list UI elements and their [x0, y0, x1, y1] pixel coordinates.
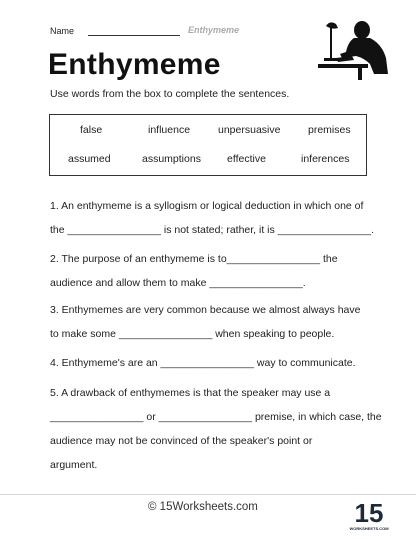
question-line: 3. Enthymemes are very common because we almost always have: [50, 304, 361, 316]
15worksheets-logo-icon: [349, 498, 389, 532]
footer-divider: [0, 494, 416, 495]
question-line: ________________ or ________________ premise, in which case, the: [50, 411, 382, 423]
question-line: the ________________ is not stated; rather, it is ________________.: [50, 224, 375, 236]
question-line: 2. The purpose of an enthymeme is to________________ the: [50, 253, 338, 265]
question-5[interactable]: [50, 381, 382, 477]
worksheet-title: Enthymeme: [48, 48, 221, 81]
question-4[interactable]: [50, 351, 370, 375]
question-line: 5. A drawback of enthymemes is that the speaker may use a: [50, 387, 331, 399]
word-bank-item: premises: [308, 124, 351, 136]
instructions: Use words from the box to complete the sentences.: [50, 88, 290, 100]
question-line: to make some ________________ when speaking to people.: [50, 328, 335, 340]
word-bank-item: unpersuasive: [218, 124, 281, 136]
person-reading-at-desk-icon: [318, 18, 390, 80]
question-line: audience and allow them to make ________________.: [50, 277, 306, 289]
word-bank-item: influence: [148, 124, 191, 136]
word-bank-item: assumed: [68, 153, 111, 165]
name-blank-line[interactable]: [88, 35, 180, 36]
question-line: 1. An enthymeme is a syllogism or logical deduction in which one of: [50, 200, 364, 212]
name-label: Name: [50, 26, 75, 36]
worksheet-subtitle: Enthymeme: [188, 25, 240, 35]
question-line: argument.: [50, 459, 98, 471]
question-1[interactable]: [50, 194, 375, 242]
question-2[interactable]: [50, 247, 370, 295]
logo-text: WORKSHEETS.COM: [349, 526, 389, 531]
logo-number: 15: [354, 498, 384, 528]
question-3[interactable]: [50, 298, 370, 346]
question-line: 4. Enthymeme's are an ________________ way to communicate.: [50, 357, 356, 369]
word-bank-item: false: [80, 124, 103, 136]
word-bank-item: effective: [227, 153, 266, 165]
word-bank-item: inferences: [301, 153, 350, 165]
word-bank-box: [49, 114, 367, 176]
word-bank-item: assumptions: [142, 153, 201, 165]
footer-copyright: © 15Worksheets.com: [148, 501, 258, 513]
question-line: audience may not be convinced of the speaker's point or: [50, 435, 313, 447]
